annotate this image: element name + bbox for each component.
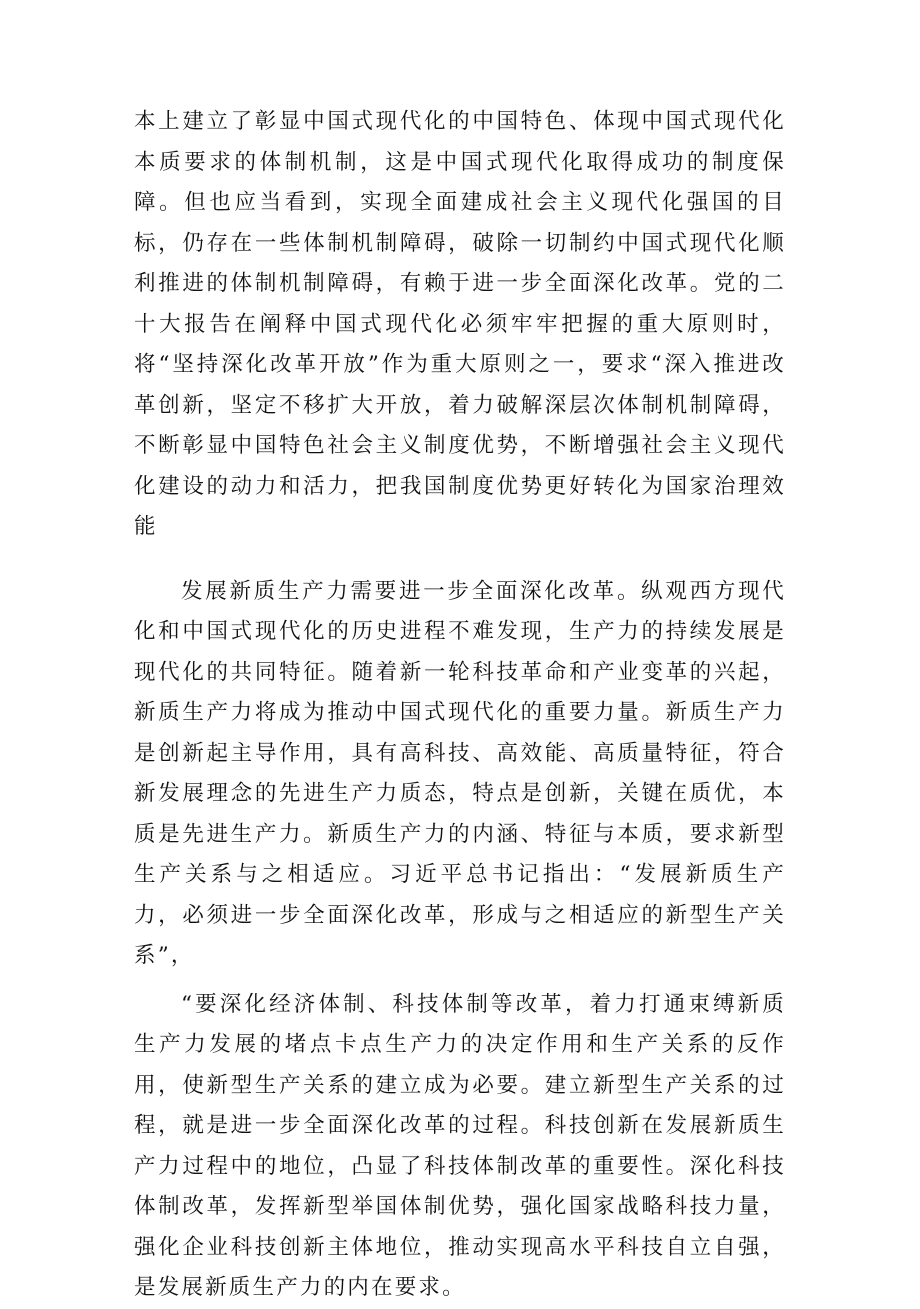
- paragraph-reform-institutions: 本上建立了彰显中国式现代化的中国特色、体现中国式现代化本质要求的体制机制，这是中国式现代化取得成功的制度保障。但也应当看到，实现全面建成社会主义现代化强国的目标，仍存在一些体制机制障碍，破除一切制约中国式现代化顺利推进的体制机制障碍，有赖于进一步全面深化改革。党的二十大报告在阐释中国式现代化必须牢牢把握的重大原则时，将“坚持深化改革开放”作为重大原则之一，要求“深入推进改革创新，坚定不移扩大开放，着力破解深层次体制机制障碍，不断彰显中国特色社会主义制度优势，不断增强社会主义现代化建设的动力和活力，把我国制度优势更好转化为国家治理效能: [134, 109, 786, 539]
- paragraph-sci-tech-reform: “要深化经济体制、科技体制等改革，着力打通束缚新质生产力发展的堵点卡点生产力的决定作用和生产关系的反作用，使新型生产关系的建立成为必要。建立新型生产关系的过程，就是进一步全面深化改革的过程。科技创新在发展新质生产力过程中的地位，凸显了科技体制改革的重要性。深化科技体制改革，发挥新型举国体制优势，强化国家战略科技力量，强化企业科技创新主体地位，推动实现高水平科技自立自强，是发展新质生产力的内在要求。: [134, 991, 786, 1300]
- paragraph-new-productive-forces: 发展新质生产力需要进一步全面深化改革。纵观西方现代化和中国式现代化的历史进程不难发现，生产力的持续发展是现代化的共同特征。随着新一轮科技革命和产业变革的兴起，新质生产力将成为推动中国式现代化的重要力量。新质生产力是创新起主导作用，具有高科技、高效能、高质量特征，符合新发展理念的先进生产力质态，特点是创新，关键在质优，本质是先进生产力。新质生产力的内涵、特征与本质，要求新型生产关系与之相适应。习近平总书记指出：“发展新质生产力，必须进一步全面深化改革，形成与之相适应的新型生产关系”，: [134, 578, 786, 968]
